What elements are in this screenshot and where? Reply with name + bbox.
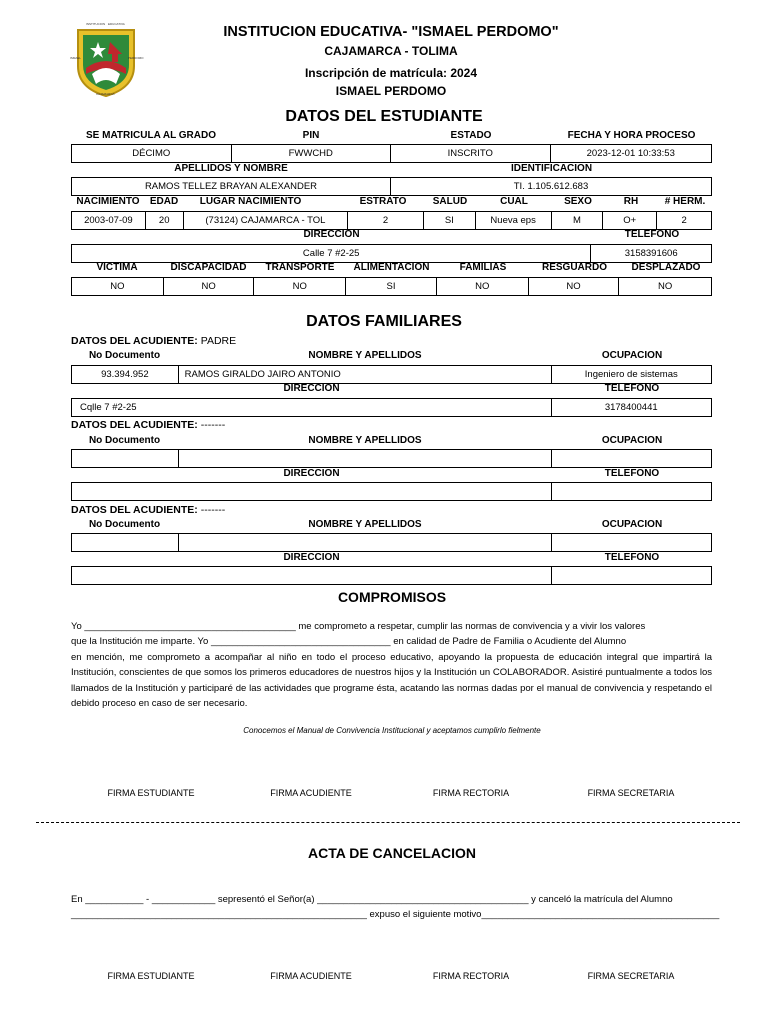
g3-phone [552, 567, 712, 584]
seal-text-perdomo: PERDOMO [128, 56, 144, 60]
guardian-2-address-row [71, 482, 712, 501]
value-reservation: NO [529, 278, 620, 295]
value-grade: DÉCIMO [72, 145, 232, 162]
value-stratum: 2 [348, 212, 424, 229]
student-row-2 [71, 177, 712, 196]
g1-document: 93.394.952 [72, 366, 179, 383]
value-status: INSCRITO [391, 145, 551, 162]
commitments-line-1: Yo ________________________________________ me comprometo a respetar, cumplir las normas de convivencia y a vivir los valores [71, 621, 646, 632]
campus-name: ISMAEL PERDOMO [335, 84, 447, 98]
cancellation-line-2: ________________________________________________________ expuso el siguiente motivo_____________________________________________ [71, 909, 720, 920]
label-identification: IDENTIFICACION [510, 163, 593, 174]
guardian-3-heading [71, 504, 225, 516]
label-address: DIRECCION [303, 229, 360, 240]
g2-phone [552, 483, 712, 500]
g1-address: Cqlle 7 #2-25 [72, 399, 552, 416]
g1-label-address: DIRECCION [283, 383, 340, 394]
value-birth: 2003-07-09 [72, 212, 146, 229]
label-status: ESTADO [450, 130, 492, 141]
value-process-date: 2023-12-01 10:33:53 [586, 148, 675, 159]
label-full-name: APELLIDOS Y NOMBRE [174, 163, 288, 174]
commitments-note: Conocemos el Manual de Convivencia Institucional y aceptamos cumplirlo fielmente [243, 726, 541, 735]
city-subtitle: CAJAMARCA - TOLIMA [324, 44, 458, 58]
cancel-signature-student: FIRMA ESTUDIANTE [107, 971, 195, 981]
label-birth: NACIMIENTO [76, 196, 140, 207]
g3-label-occupation: OCUPACION [601, 519, 663, 530]
value-health-provider: Nueva eps [476, 212, 552, 229]
value-transport: NO [254, 278, 346, 295]
value-phone: 3158391606 [624, 248, 678, 259]
value-rh: O+ [603, 212, 657, 229]
signature-student: FIRMA ESTUDIANTE [107, 788, 195, 798]
value-health: SI [424, 212, 476, 229]
guardian-1-relation: PADRE [200, 335, 237, 347]
value-disability: NO [164, 278, 255, 295]
seal-text-institucion: INSTITUCION [86, 22, 106, 26]
value-siblings: 2 [681, 215, 687, 226]
g1-label-phone: TELEFONO [604, 383, 660, 394]
label-grade: SE MATRICULA AL GRADO [86, 130, 216, 141]
value-address: Calle 7 #2-25 [72, 245, 591, 262]
guardian-1-heading [71, 335, 236, 347]
student-row-3 [71, 211, 712, 230]
enrollment-year: Inscripción de matrícula: 2024 [304, 66, 478, 80]
student-row-5 [71, 277, 712, 296]
g1-label-name: NOMBRE Y APELLIDOS [308, 350, 422, 361]
g1-occupation: Ingeniero de sistemas [584, 369, 678, 380]
label-stratum: ESTRATO [359, 196, 407, 207]
guardian-3-relation: ------- [200, 504, 226, 516]
guardian-2-heading [71, 419, 225, 431]
commitments-title: COMPROMISOS [337, 589, 447, 605]
label-victim: VICTIMA [96, 262, 138, 273]
label-rh: RH [623, 196, 639, 207]
g1-label-document: No Documento [88, 350, 161, 361]
g2-label-name: NOMBRE Y APELLIDOS [308, 435, 422, 446]
student-row-4 [71, 244, 712, 263]
student-section-title: DATOS DEL ESTUDIANTE [285, 108, 483, 125]
value-age: 20 [146, 212, 184, 229]
guardian-1-row [71, 365, 712, 384]
guardian-1-address-row [71, 398, 712, 417]
value-families: NO [437, 278, 529, 295]
g1-name: RAMOS GIRALDO JAIRO ANTONIO [179, 366, 552, 383]
institution-title: INSTITUCION EDUCATIVA- "ISMAEL PERDOMO" [223, 24, 559, 40]
guardian-2-label: DATOS DEL ACUDIENTE: [71, 419, 198, 431]
signature-guardian: FIRMA ACUDIENTE [270, 788, 352, 798]
g2-document [72, 450, 179, 467]
g3-label-document: No Documento [88, 519, 161, 530]
label-disability: DISCAPACIDAD [170, 262, 247, 273]
signature-rector: FIRMA RECTORIA [432, 788, 510, 798]
signature-secretary: FIRMA SECRETARIA [587, 788, 675, 798]
value-identification: TI. 1.105.612.683 [513, 181, 589, 192]
cancel-signature-secretary: FIRMA SECRETARIA [587, 971, 675, 981]
seal-text-educativa: EDUCATIVA [108, 22, 125, 26]
g1-phone: 3178400441 [604, 402, 658, 413]
g2-label-phone: TELEFONO [604, 468, 660, 479]
label-process-date: FECHA Y HORA PROCESO [567, 130, 696, 141]
label-transport: TRANSPORTE [265, 262, 335, 273]
value-birthplace: (73124) CAJAMARCA - TOL [184, 212, 348, 229]
g2-name [179, 450, 552, 467]
label-pin: PIN [302, 130, 320, 141]
value-displaced: NO [658, 281, 673, 292]
value-pin: FWWCHD [232, 145, 392, 162]
label-food: ALIMENTACION [353, 262, 430, 273]
cancel-signature-rector: FIRMA RECTORIA [432, 971, 510, 981]
label-phone: TELEFONO [624, 229, 680, 240]
cancel-signature-guardian: FIRMA ACUDIENTE [270, 971, 352, 981]
label-sex: SEXO [564, 196, 592, 207]
label-displaced: DESPLAZADO [631, 262, 701, 273]
student-row-1 [71, 144, 712, 163]
label-health: SALUD [432, 196, 468, 207]
label-age: EDAD [149, 196, 179, 207]
g2-occupation [552, 450, 712, 467]
guardian-3-row [71, 533, 712, 552]
guardian-2-row [71, 449, 712, 468]
label-birthplace: LUGAR NACIMIENTO [199, 196, 302, 207]
g1-label-occupation: OCUPACION [601, 350, 663, 361]
g3-label-phone: TELEFONO [604, 552, 660, 563]
g2-label-document: No Documento [88, 435, 161, 446]
value-food: SI [346, 278, 437, 295]
g3-name [179, 534, 552, 551]
school-seal [72, 24, 140, 98]
seal-text-cajamarca: CAJAMARCA [96, 92, 115, 96]
g3-occupation [552, 534, 712, 551]
guardian-3-label: DATOS DEL ACUDIENTE: [71, 504, 198, 516]
label-families: FAMILIAS [459, 262, 507, 273]
guardian-2-relation: ------- [200, 419, 226, 431]
label-health-provider: CUAL [500, 196, 528, 207]
g2-label-occupation: OCUPACION [601, 435, 663, 446]
commitments-line-2: que la Institución me imparte. Yo __________________________________ en calidad de Padre de Familia o Acudiente del Alumno [71, 636, 627, 647]
seal-text-ismael: ISMAEL [70, 56, 82, 60]
g3-label-address: DIRECCION [283, 552, 340, 563]
g3-document [72, 534, 179, 551]
g3-label-name: NOMBRE Y APELLIDOS [308, 519, 422, 530]
family-section-title: DATOS FAMILIARES [306, 313, 462, 330]
value-sex: M [552, 212, 604, 229]
g2-address [72, 483, 552, 500]
label-reservation: RESGUARDO [541, 262, 607, 273]
cancellation-line-1: En ___________ - ____________ sepresentó el Señor(a) ________________________________________ y canceló la matrícula del Alumno [71, 894, 673, 905]
cut-line [36, 822, 740, 823]
value-full-name: RAMOS TELLEZ BRAYAN ALEXANDER [72, 178, 391, 195]
value-victim: NO [72, 278, 164, 295]
guardian-3-address-row [71, 566, 712, 585]
g3-address [72, 567, 552, 584]
cancellation-title: ACTA DE CANCELACION [308, 845, 476, 861]
guardian-1-label: DATOS DEL ACUDIENTE: [71, 335, 198, 347]
commitments-paragraph: en mención, me comprometo a acompañar al niño en todo el proceso educativo, apoyando la propuesta de educación integral que impartirá la Institución, conscientes de que somos los primeros educadores de nuestros hijos y la Institución un COLABORADOR. Asistiré puntualmente a todos los llamados de la Institución y participaré de las actividades que programe ésta, acatando las normas dadas por el manual de convivencia y respetando el debido proceso en caso de ser necesario. [71, 652, 712, 710]
label-siblings: # HERM. [664, 196, 706, 207]
g2-label-address: DIRECCION [283, 468, 340, 479]
